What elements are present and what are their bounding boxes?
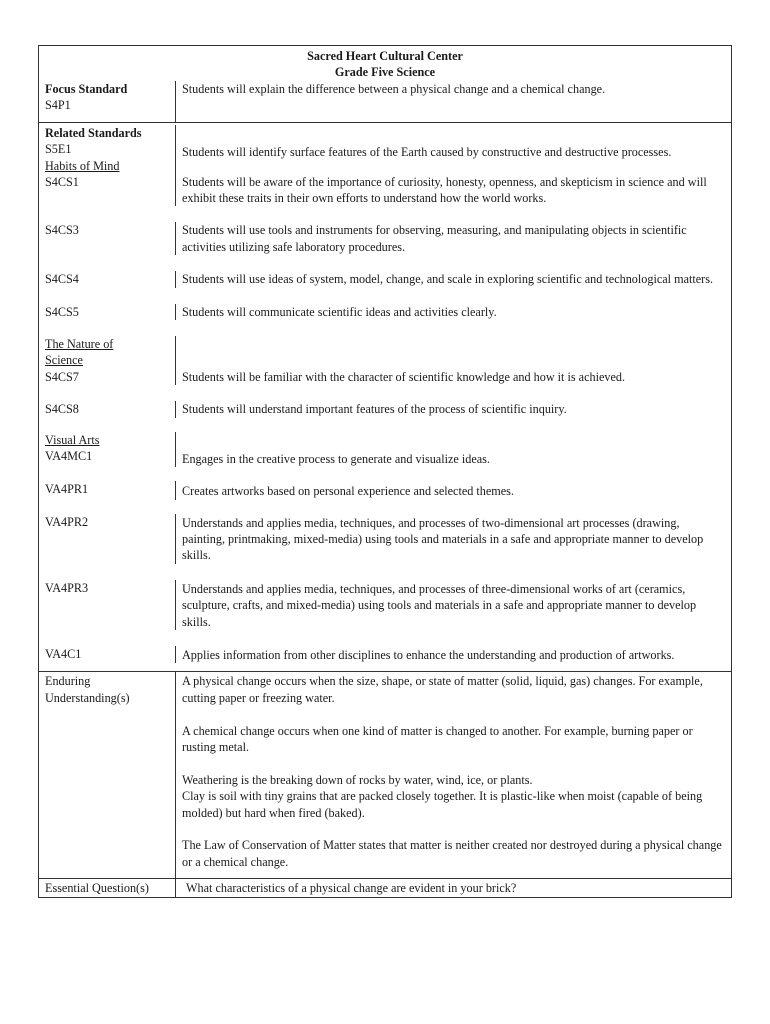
standards-document [38,45,732,898]
standard-text: Students will use tools and instruments for observing, measuring, and manipulating objects in scientific activities utilizing safe laboratory procedures. [182,223,687,254]
understanding-conservation: The Law of Conservation of Matter states that matter is neither created nor destroyed during a physical change or a chemical change. [182,838,722,869]
essential-question-row [39,878,731,896]
standard-text: Students will be aware of the importance of curiosity, honesty, openness, and skepticism in science and will exhibit these traits in their own efforts to understand how the world works. [182,174,707,206]
standard-row-va4pr1 [39,481,731,499]
standard-row-s4cs4 [39,271,731,287]
document-header [39,46,731,81]
enduring-label-line1: Enduring [45,674,91,689]
standard-text: Students will use ideas of system, model, change, and scale in exploring scientific and technological matters. [182,272,714,287]
standard-code: S4CS7 [45,369,79,384]
standard-text: Students will be familiar with the character of scientific knowledge and how it is achieved. [182,369,626,384]
standard-text: Creates artworks based on personal experience and selected themes. [182,484,514,499]
standard-row-va4pr3 [39,580,731,630]
standard-code: VA4PR2 [45,514,89,529]
standard-row-va4c1 [39,646,731,663]
standard-text: Students will identify surface features of the Earth caused by constructive and destructive processes. [182,145,672,160]
standard-code: S4CS1 [45,175,79,190]
standard-code: S4CS3 [45,223,79,238]
standard-row-s4cs5 [39,304,731,320]
standard-text: Understands and applies media, techniques, and processes of two-dimensional art processes (drawing, painting, printmaking, mixed-media) using tools and materials in a safe and appropriate manner to develop skills. [182,515,704,563]
grade-title: Grade Five Science [334,65,436,80]
standard-text: Applies information from other disciplines to enhance the understanding and production of artworks. [182,647,675,662]
standard-text: Students will communicate scientific ideas and activities clearly. [182,304,497,319]
standard-text: Understands and applies media, techniques, and processes of three-dimensional works of art (ceramics, sculpture, crafts, and mixed-media) using tools and materials in a safe and appropriate manner to develop skills. [182,581,697,629]
understanding-physical-change: A physical change occurs when the size, shape, or state of matter (solid, liquid, gas) changes. For example, cutting paper or freezing water. [182,674,703,705]
standard-code: S4CS5 [45,304,79,319]
focus-code: S4P1 [45,98,71,113]
standard-code: VA4MC1 [45,449,93,464]
understanding-weathering: Weathering is the breaking down of rocks by water, wind, ice, or plants. [182,772,533,787]
habits-of-mind-heading: Habits of Mind [45,158,120,173]
related-label: Related Standards [45,125,142,140]
focus-text: Students will explain the difference between a physical change and a chemical change. [182,81,606,96]
standard-code: VA4PR3 [45,580,89,595]
standard-text: Engages in the creative process to generate and visualize ideas. [182,451,490,466]
nature-of-science-heading-line1: The Nature of [45,337,114,352]
standard-row-va4mc1 [39,432,731,467]
org-title: Sacred Heart Cultural Center [307,49,463,63]
related-section [39,122,731,672]
standard-code: S4CS4 [45,272,79,287]
standard-code: VA4C1 [45,646,82,661]
standard-row-s4cs7 [39,336,731,385]
standard-row-va4pr2 [39,514,731,564]
essential-question-text: What characteristics of a physical change are evident in your brick? [186,881,517,896]
essential-label: Essential Question(s) [45,881,149,896]
standard-code: VA4PR1 [45,482,89,497]
standard-code: S4CS8 [45,402,79,417]
standard-row-s4cs8 [39,401,731,417]
enduring-understandings-row [39,671,731,878]
focus-row [39,81,731,122]
standard-text: Students will understand important features of the process of scientific inquiry. [182,402,567,417]
standard-code: S5E1 [45,142,72,157]
nature-of-science-heading-line2: Science [45,353,83,368]
enduring-label-line2: Understanding(s) [45,690,130,705]
understanding-clay: Clay is soil with tiny grains that are packed closely together. It is plastic-like when moist (capable of being molded) but hard when fired (baked). [182,789,703,820]
focus-label: Focus Standard [45,81,128,96]
standard-row-s4cs3 [39,222,731,255]
standard-row-s4cs1 [39,158,731,207]
understanding-chemical-change: A chemical change occurs when one kind of matter is changed to another. For example, burning paper or rusting metal. [182,723,693,754]
visual-arts-heading: Visual Arts [45,432,100,447]
